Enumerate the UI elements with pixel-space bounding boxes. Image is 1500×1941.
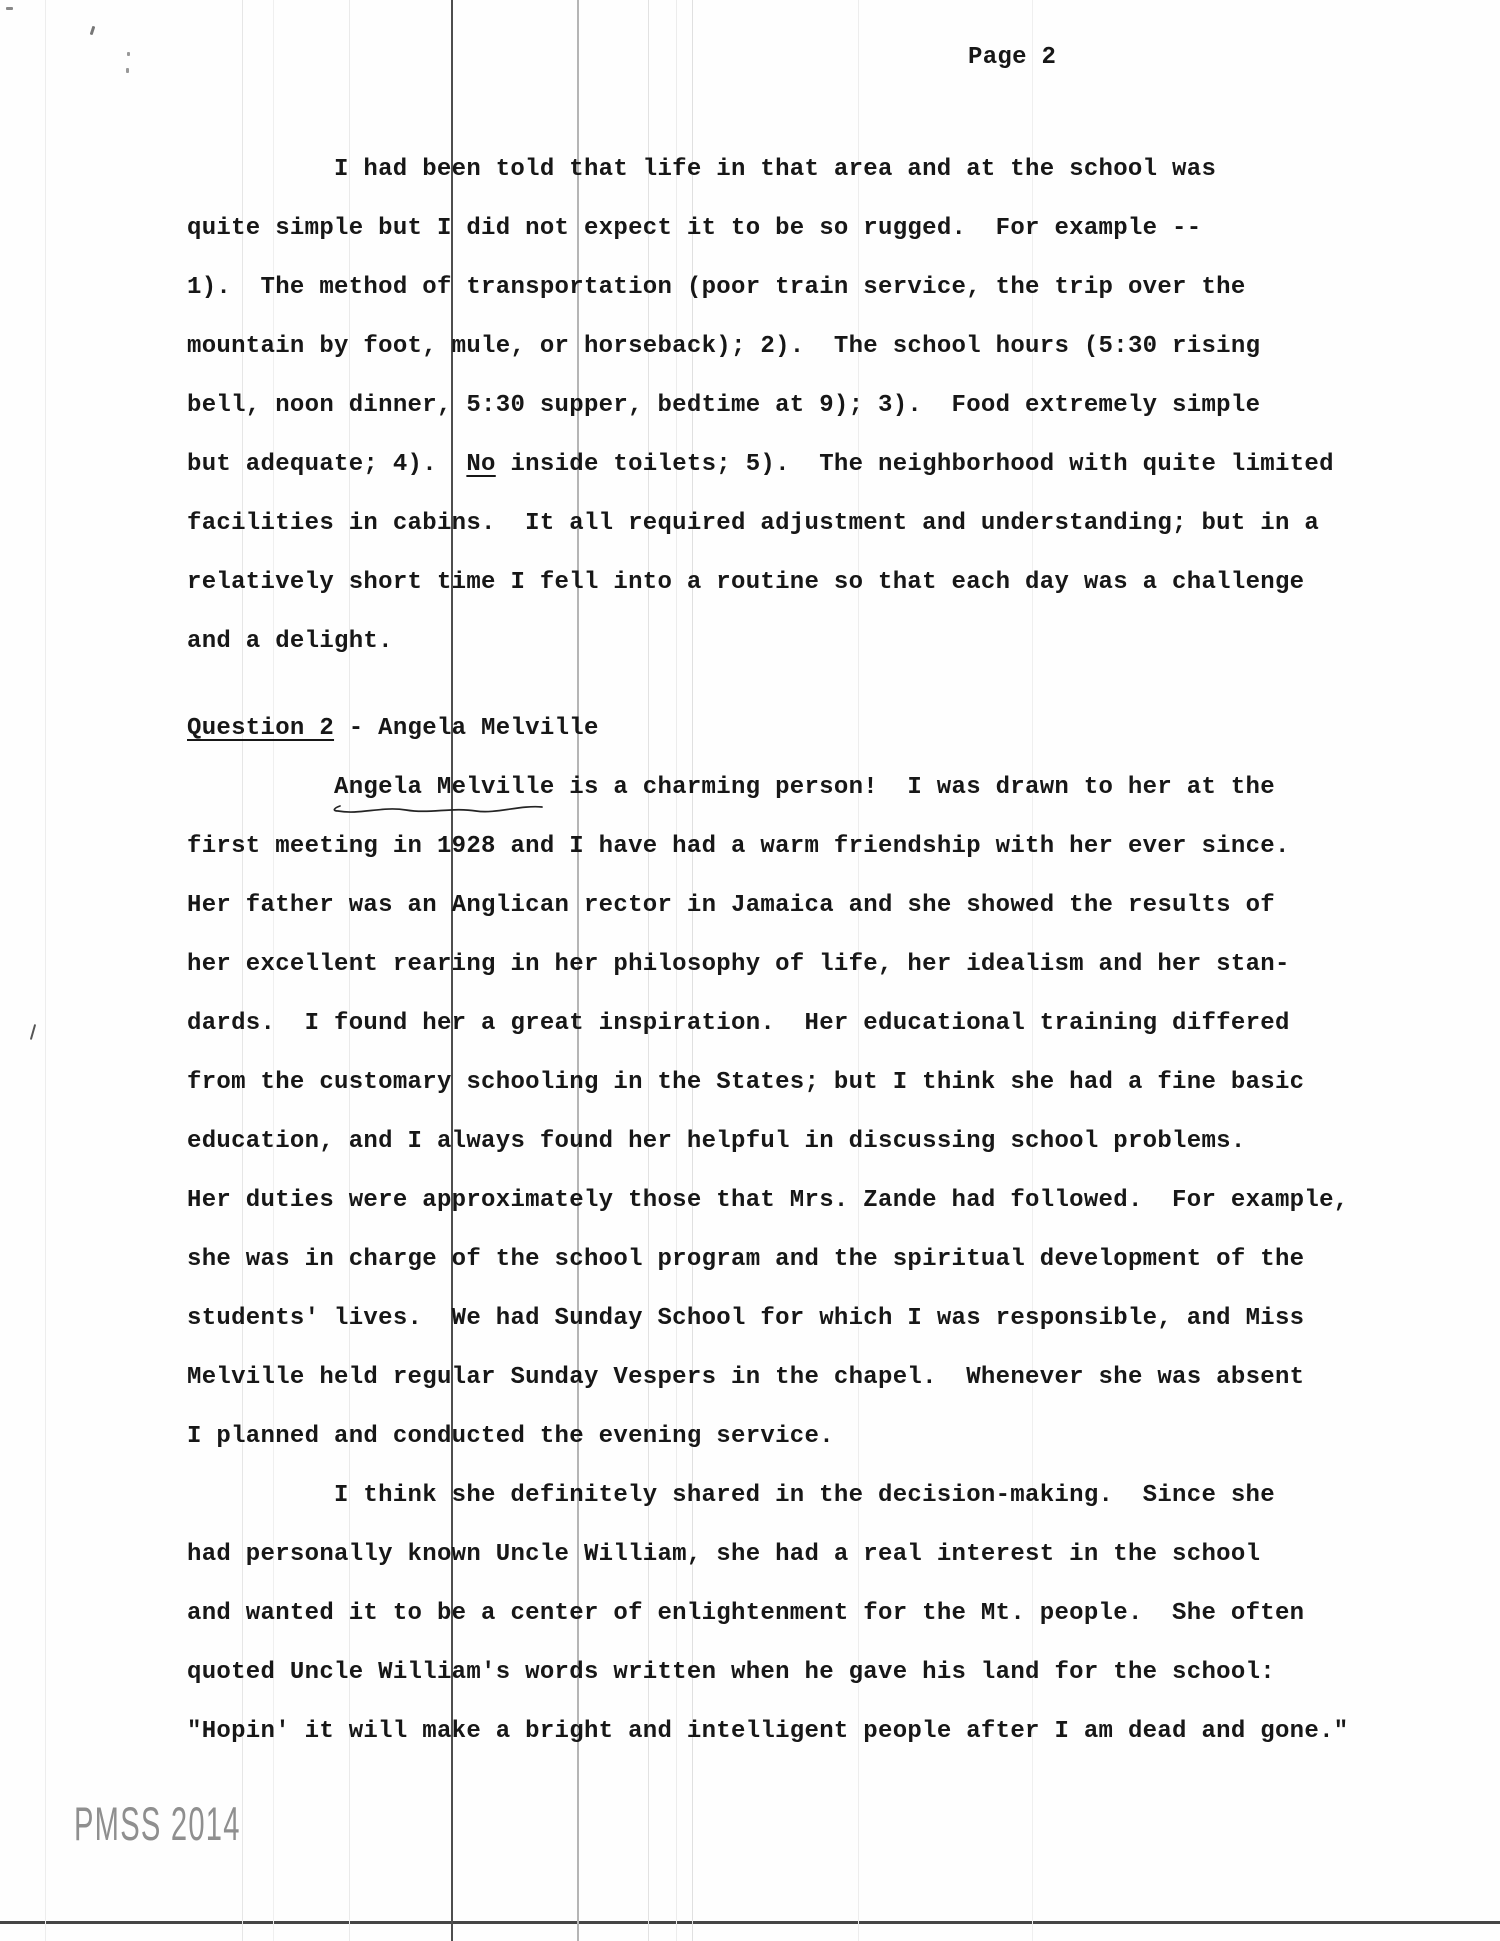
text-line (187, 553, 1348, 612)
underlined-text: Question 2 (187, 715, 335, 742)
text-line (187, 1702, 1348, 1761)
text-line (187, 876, 1348, 935)
text-line (187, 1348, 1348, 1407)
text-line (187, 258, 1348, 317)
ink-speck (126, 68, 129, 73)
section-heading (187, 699, 1348, 758)
text-segment: bell, noon dinner, 5:30 supper, bedtime at 9); 3). Food extremely simple (187, 392, 1261, 419)
text-segment: but adequate; 4). (187, 451, 467, 478)
text-segment: "Hopin' it will make a bright and intelligent people after I am dead and gone." (187, 1718, 1349, 1745)
watermark: PMSS 2014 (74, 1797, 241, 1850)
ink-speck (6, 7, 13, 10)
text-segment: I planned and conducted the evening service. (187, 1423, 834, 1450)
text-line (187, 1643, 1348, 1702)
text-segment: facilities in cabins. It all required adjustment and understanding; but in a (187, 510, 1320, 537)
text-line (187, 1289, 1348, 1348)
text-segment: from the customary schooling in the States; but I think she had a fine basic (187, 1069, 1305, 1096)
ink-speck (30, 1024, 36, 1040)
text-line (187, 435, 1348, 494)
text-line (187, 612, 1348, 671)
text-segment: she was in charge of the school program and the spiritual development of the (187, 1246, 1305, 1273)
text-line (187, 140, 1348, 199)
scan-line-vertical (45, 0, 46, 1941)
text-line (187, 1584, 1348, 1643)
text-segment: mountain by foot, mule, or horseback); 2). The school hours (5:30 rising (187, 333, 1261, 360)
text-segment: inside toilets; 5). The neighborhood with quite limited (495, 451, 1334, 478)
underlined-text: No (466, 451, 496, 478)
text-segment: quoted Uncle William's words written when he gave his land for the school: (187, 1659, 1275, 1686)
handwritten-wavy-underline (330, 802, 550, 818)
text-segment: her excellent rearing in her philosophy of life, her idealism and her stan- (187, 951, 1290, 978)
text-line (187, 376, 1348, 435)
text-line (187, 1525, 1348, 1584)
text-segment: relatively short time I fell into a routine so that each day was a challenge (187, 569, 1305, 596)
text-segment: 1). The method of transportation (poor train service, the trip over the (187, 274, 1246, 301)
text-segment: education, and I always found her helpful in discussing school problems. (187, 1128, 1246, 1155)
text-line (187, 199, 1348, 258)
text-line (187, 994, 1348, 1053)
text-segment: and a delight. (187, 628, 393, 655)
text-segment: first meeting in 1928 and I have had a warm friendship with her ever since. (187, 833, 1290, 860)
text-segment: and wanted it to be a center of enlightenment for the Mt. people. She often (187, 1600, 1305, 1627)
text-line (187, 1230, 1348, 1289)
text-segment: Melville held regular Sunday Vespers in the chapel. Whenever she was absent (187, 1364, 1305, 1391)
text-line (187, 1407, 1348, 1466)
text-segment: I had been told that life in that area and at the school was (334, 156, 1217, 183)
page-number: Page 2 (968, 44, 1057, 71)
text-line (187, 1171, 1348, 1230)
text-segment: students' lives. We had Sunday School for which I was responsible, and Miss (187, 1305, 1305, 1332)
text-segment: dards. I found her a great inspiration. Her educational training differed (187, 1010, 1290, 1037)
text-line (187, 935, 1348, 994)
text-line (187, 317, 1348, 376)
text-segment: Her father was an Anglican rector in Jamaica and she showed the results of (187, 892, 1275, 919)
text-segment: Her duties were approximately those that Mrs. Zande had followed. For example, (187, 1187, 1349, 1214)
text-segment: Angela Melville is a charming person! I was drawn to her at the (334, 774, 1275, 801)
text-line (187, 1466, 1348, 1525)
text-segment: had personally known Uncle William, she had a real interest in the school (187, 1541, 1261, 1568)
text-line (187, 817, 1348, 876)
text-segment: quite simple but I did not expect it to be so rugged. For example -- (187, 215, 1202, 242)
document-body (187, 140, 1348, 1761)
scan-rule-horizontal (0, 1921, 1500, 1924)
ink-speck (90, 26, 96, 35)
ink-speck (127, 52, 130, 56)
text-line (187, 758, 1348, 817)
text-segment: - Angela Melville (334, 715, 599, 742)
text-line (187, 494, 1348, 553)
text-line (187, 1053, 1348, 1112)
text-line (187, 1112, 1348, 1171)
text-segment: I think she definitely shared in the decision-making. Since she (334, 1482, 1275, 1509)
